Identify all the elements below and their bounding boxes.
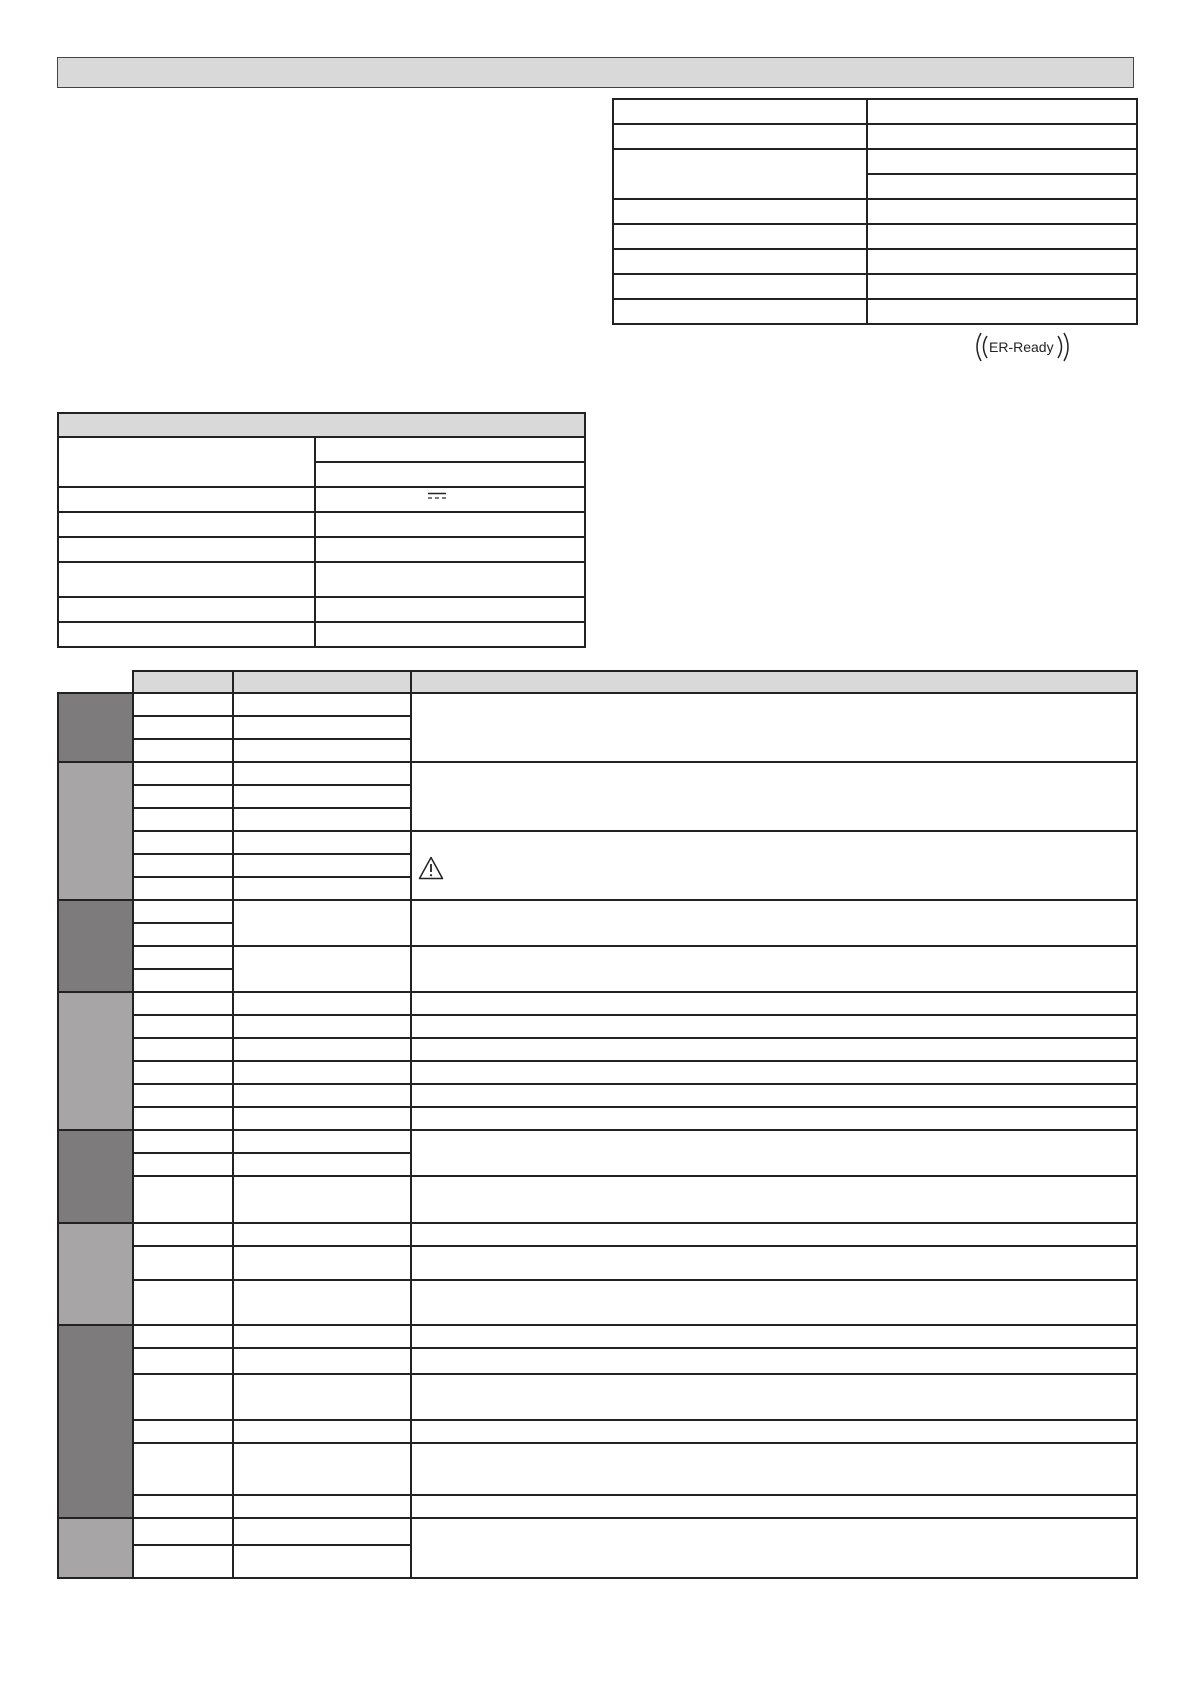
group-band — [58, 762, 133, 900]
control-row — [58, 597, 585, 622]
terminal-cell — [133, 1246, 233, 1280]
terminal-row — [58, 1176, 1137, 1223]
spec-row — [613, 124, 1137, 149]
group-band — [58, 1223, 133, 1325]
description-cell — [411, 1280, 1137, 1325]
function-cell — [233, 1061, 411, 1084]
spec-value-cell — [867, 249, 1137, 274]
control-row — [58, 562, 585, 597]
terminal-cell — [133, 693, 233, 716]
function-cell — [233, 1518, 411, 1545]
function-cell — [233, 1176, 411, 1223]
description-cell — [411, 1246, 1137, 1280]
terminal-cell — [133, 969, 233, 992]
terminal-cell — [133, 992, 233, 1015]
terminal-cell — [133, 1223, 233, 1246]
spec-value-cell — [867, 199, 1137, 224]
control-value-cell — [315, 437, 585, 462]
description-cell — [411, 1325, 1137, 1348]
control-value-cell — [315, 622, 585, 647]
spec-value-cell — [867, 299, 1137, 324]
function-cell — [233, 1545, 411, 1578]
terminal-row — [58, 831, 1137, 854]
spec-label-cell — [613, 299, 867, 324]
function-cell — [233, 808, 411, 831]
terminal-cell — [133, 1374, 233, 1420]
spec-label-cell — [613, 199, 867, 224]
spec-value-cell — [867, 174, 1137, 199]
control-table-header — [58, 413, 585, 437]
terminal-cell — [133, 808, 233, 831]
function-cell — [233, 1130, 411, 1153]
function-cell — [233, 762, 411, 785]
group-band — [58, 693, 133, 762]
section-header-bar — [57, 57, 1134, 88]
spec-row — [613, 249, 1137, 274]
terminal-cell — [133, 831, 233, 854]
control-label-cell — [58, 562, 315, 597]
spec-row — [613, 149, 1137, 174]
terminal-cell — [133, 1130, 233, 1153]
function-cell — [233, 1038, 411, 1061]
terminal-row — [58, 1325, 1137, 1348]
spec-label-cell — [613, 99, 867, 124]
description-cell — [411, 946, 1137, 992]
control-row — [58, 512, 585, 537]
description-cell — [411, 900, 1137, 946]
terminal-cell — [133, 923, 233, 946]
terminal-cell — [133, 1280, 233, 1325]
terminal-cell — [133, 1545, 233, 1578]
terminal-row — [58, 946, 1137, 969]
description-cell — [411, 1015, 1137, 1038]
control-label-cell — [58, 437, 315, 487]
description-cell — [411, 1084, 1137, 1107]
function-cell — [233, 716, 411, 739]
header-cell-terminal — [133, 671, 233, 693]
group-band — [58, 900, 133, 992]
terminal-cell — [133, 877, 233, 900]
spec-value-cell — [867, 99, 1137, 124]
terminal-row — [58, 1420, 1137, 1443]
spec-label-cell — [613, 124, 867, 149]
terminal-row — [58, 1015, 1137, 1038]
control-value-cell — [315, 537, 585, 562]
terminal-cell — [133, 1038, 233, 1061]
terminal-row — [58, 1280, 1137, 1325]
function-cell — [233, 831, 411, 854]
function-cell — [233, 1153, 411, 1176]
function-cell — [233, 992, 411, 1015]
description-cell — [411, 1348, 1137, 1374]
header-cell-description — [411, 671, 1137, 693]
function-cell — [233, 1420, 411, 1443]
function-cell — [233, 1348, 411, 1374]
control-label-cell — [58, 487, 315, 512]
header-blank — [58, 671, 133, 693]
control-value-cell — [315, 487, 585, 512]
terminal-row — [58, 1443, 1137, 1495]
terminal-table-header — [58, 671, 1137, 693]
spec-row — [613, 299, 1137, 324]
terminal-cell — [133, 785, 233, 808]
terminal-cell — [133, 1084, 233, 1107]
terminal-row — [58, 1061, 1137, 1084]
terminal-cell — [133, 1325, 233, 1348]
er-ready-logo — [975, 330, 1070, 364]
control-value-cell — [315, 562, 585, 597]
spec-row — [613, 199, 1137, 224]
terminal-cell — [133, 1153, 233, 1176]
dc-current-symbol — [428, 492, 446, 500]
terminal-cell — [133, 1518, 233, 1545]
terminal-cell — [133, 739, 233, 762]
description-cell-warning — [411, 831, 1137, 900]
terminal-cell — [133, 1495, 233, 1518]
spec-label-cell — [613, 149, 867, 199]
er-ready-text: ER-Ready — [989, 339, 1054, 355]
spec-table — [612, 98, 1138, 325]
terminal-row — [58, 1348, 1137, 1374]
terminal-cell — [133, 1420, 233, 1443]
description-cell — [411, 1176, 1137, 1223]
terminal-cell — [133, 946, 233, 969]
terminal-row — [58, 762, 1137, 785]
function-cell — [233, 1495, 411, 1518]
description-cell — [411, 762, 1137, 831]
control-row — [58, 437, 585, 462]
group-band — [58, 1130, 133, 1223]
function-cell — [233, 946, 411, 992]
header-cell-function — [233, 671, 411, 693]
control-label-cell — [58, 537, 315, 562]
description-cell — [411, 1223, 1137, 1246]
spec-row — [613, 224, 1137, 249]
control-label-cell — [58, 512, 315, 537]
control-label-cell — [58, 597, 315, 622]
control-label-cell — [58, 622, 315, 647]
terminal-cell — [133, 762, 233, 785]
terminal-row — [58, 992, 1137, 1015]
spec-label-cell — [613, 274, 867, 299]
function-cell — [233, 785, 411, 808]
terminal-row — [58, 900, 1137, 923]
spec-row — [613, 99, 1137, 124]
description-cell — [411, 1518, 1137, 1578]
description-cell — [411, 693, 1137, 762]
control-row — [58, 487, 585, 512]
description-cell — [411, 1130, 1137, 1176]
description-cell — [411, 1061, 1137, 1084]
description-cell — [411, 1038, 1137, 1061]
spec-value-cell — [867, 274, 1137, 299]
group-band — [58, 992, 133, 1130]
terminal-cell — [133, 716, 233, 739]
terminal-cell — [133, 1015, 233, 1038]
function-cell — [233, 900, 411, 946]
control-table — [57, 412, 586, 648]
terminal-cell — [133, 1107, 233, 1130]
terminal-row — [58, 1107, 1137, 1130]
description-cell — [411, 1495, 1137, 1518]
terminal-row — [58, 693, 1137, 716]
description-cell — [411, 1443, 1137, 1495]
terminal-row — [58, 1495, 1137, 1518]
terminal-cell — [133, 1443, 233, 1495]
control-row — [58, 622, 585, 647]
function-cell — [233, 1107, 411, 1130]
terminal-row — [58, 1223, 1137, 1246]
terminal-row — [58, 1374, 1137, 1420]
control-value-cell — [315, 462, 585, 487]
spec-label-cell — [613, 249, 867, 274]
function-cell — [233, 1325, 411, 1348]
terminal-row — [58, 1518, 1137, 1545]
terminal-row — [58, 1130, 1137, 1153]
spec-value-cell — [867, 124, 1137, 149]
description-cell — [411, 1107, 1137, 1130]
function-cell — [233, 1374, 411, 1420]
function-cell — [233, 693, 411, 716]
function-cell — [233, 1084, 411, 1107]
function-cell — [233, 1223, 411, 1246]
function-cell — [233, 854, 411, 877]
group-band — [58, 1518, 133, 1578]
spec-label-cell — [613, 224, 867, 249]
terminal-cell — [133, 1176, 233, 1223]
spec-row — [613, 274, 1137, 299]
terminal-row — [58, 1246, 1137, 1280]
terminal-cell — [133, 900, 233, 923]
spec-value-cell — [867, 224, 1137, 249]
function-cell — [233, 1015, 411, 1038]
description-cell — [411, 1420, 1137, 1443]
terminal-table — [57, 670, 1138, 1579]
control-value-cell — [315, 512, 585, 537]
description-cell — [411, 1374, 1137, 1420]
warning-triangle-icon — [418, 856, 444, 880]
group-band — [58, 1325, 133, 1518]
function-cell — [233, 1443, 411, 1495]
terminal-row — [58, 1038, 1137, 1061]
function-cell — [233, 877, 411, 900]
control-header-cell — [58, 413, 585, 437]
function-cell — [233, 739, 411, 762]
control-row — [58, 537, 585, 562]
function-cell — [233, 1280, 411, 1325]
terminal-cell — [133, 1348, 233, 1374]
control-value-cell — [315, 597, 585, 622]
function-cell — [233, 1246, 411, 1280]
terminal-row — [58, 1084, 1137, 1107]
terminal-cell — [133, 1061, 233, 1084]
terminal-cell — [133, 854, 233, 877]
spec-value-cell — [867, 149, 1137, 174]
description-cell — [411, 992, 1137, 1015]
